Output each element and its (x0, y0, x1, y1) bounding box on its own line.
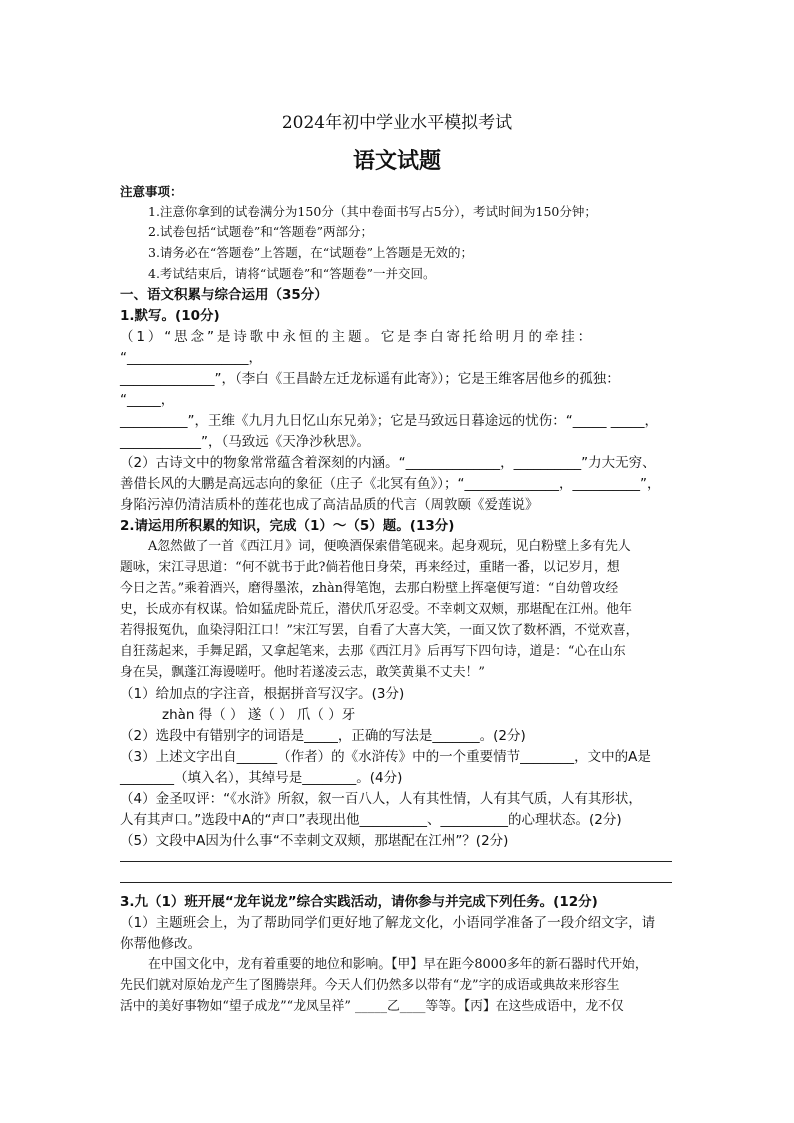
passage-line: 史，长成亦有权谋。恰如猛虎卧荒丘，潜伏爪牙忍受。不幸刺文双颊，那堪配在江州。他年 (120, 602, 632, 617)
question-text: 身陷污淖仍清洁质朴的莲花也成了高洁品质的代言（周敦颐《爱莲说》 (120, 497, 539, 513)
passage-line: 自狂荡起来，手舞足蹈，又拿起笔来，去那《西江月》后再写下四句诗，道是：“心在山东 (120, 644, 626, 659)
note-item: 1.注意你拿到的试卷满分为150分（其中卷面书写占5分），考试时间为150分钟； (148, 204, 597, 219)
passage-line: 在中国文化中，龙有着重要的地位和影响。【甲】早在距今8000多年的新石器时代开始， (148, 957, 648, 972)
sub-question: 人有其声口。”选段中A的“声口”表现出他__________、__________的心理状态。(2分) (120, 812, 622, 828)
passage-line: 今日之苦。”乘着酒兴，磨得墨浓，zhàn得笔饱，去那白粉壁上挥毫便写道：“自幼曾攻经 (120, 581, 619, 596)
passage-line: 题咏，宋江寻思道：“何不就书于此?倘若他日身荣，再来经过，重睹一番，以记岁月，想 (120, 560, 620, 575)
sub-question: （2）选段中有错别字的词语是_____，正确的写法是_______。(2分) (120, 728, 526, 744)
question-1-heading: 1.默写。(10分) (120, 308, 220, 324)
section-heading: 一、语文积累与综合运用（35分） (120, 287, 328, 303)
question-text: “_____， (120, 392, 175, 408)
answer-line (120, 882, 672, 883)
note-item: 3.请务必在“答题卷”上答题，在“试题卷”上答题是无效的； (148, 245, 473, 260)
sub-question: （5）文段中A因为什么事“不幸刺文双颊，那堪配在江州”？(2分) (120, 833, 509, 849)
notes-heading: 注意事项： (120, 184, 183, 199)
subject-title: 语文试题 (352, 148, 441, 174)
passage-line: 活中的美好事物如“望子成龙”“龙凤呈祥” _____乙____等等。【丙】在这些成语中，龙不仅 (120, 999, 624, 1014)
question-text: ____________”，（马致远《天净沙秋思》。 (120, 434, 370, 450)
question-text: （2）古诗文中的物象常常蕴含着深刻的内涵。“______________，__________”力大无穷、 (120, 455, 656, 471)
question-text: “__________________， (120, 350, 262, 366)
sub-question: （4）金圣叹评：“《水浒》所叙，叙一百八人，人有其性情，人有其气质，人有其形状， (120, 791, 642, 807)
question-text: 你帮他修改。 (120, 936, 201, 952)
passage-line: 若得报冤仇，血染浔阳江口！”宋江写罢，自看了大喜大笑，一面又饮了数杯酒，不觉欢喜， (120, 623, 639, 638)
passage-line: A忽然做了一首《西江月》词，便唤酒保索借笔砚来。起身观玩，见白粉壁上多有先人 (148, 539, 631, 554)
exam-title: 2024年初中学业水平模拟考试 (281, 113, 513, 133)
question-3-heading: 3.九（1）班开展“龙年说龙”综合实践活动，请你参与并完成下列任务。(12分) (120, 894, 598, 910)
question-text: （1）主题班会上，为了帮助同学们更好地了解龙文化，小语同学准备了一段介绍文字，请 (120, 915, 656, 931)
question-text: ______________”，（李白《王昌龄左迁龙标遥有此寄》）；它是王维客居他乡的孤独： (120, 371, 620, 387)
question-text: 善借长风的大鹏是高远志向的象征（庄子《北冥有鱼》）；“______________，__________”， (120, 476, 661, 492)
note-item: 4.考试结束后，请将“试题卷”和“答题卷”一并交回。 (148, 266, 436, 281)
sub-question: （3）上述文字出自______（作者）的《水浒传》中的一个重要情节________，文中的A是 (120, 749, 651, 765)
passage-line: 身在吴，飘蓬江海谩嗟吁。他时若遂凌云志，敢笑黄巢不丈夫！” (120, 665, 485, 680)
question-2-heading: 2.请运用所积累的知识，完成（1）～（5）题。(13分) (120, 518, 455, 534)
passage-line: 先民们就对原始龙产生了图腾崇拜。今天人们仍然多以带有“龙”字的成语或典故来形容生 (120, 978, 620, 993)
question-text: __________”，王维《九月九日忆山东兄弟》；它是马致远日暮途远的忧伤：“_____ _____， (120, 413, 659, 429)
question-text: （1）“思念”是诗歌中永恒的主题。它是李白寄托给明月的牵挂： (120, 329, 595, 345)
note-item: 2.试卷包括“试题卷”和“答题卷”两部分； (148, 224, 373, 239)
sub-question: ________（填入名），其绰号是________。(4分) (120, 770, 403, 786)
sub-question: （1）给加点的字注音，根据拼音写汉字。(3分) (120, 686, 405, 702)
answer-line (120, 861, 672, 862)
sub-question: zhàn 得（ ） 遂（ ） 爪（ ）牙 (162, 707, 356, 723)
